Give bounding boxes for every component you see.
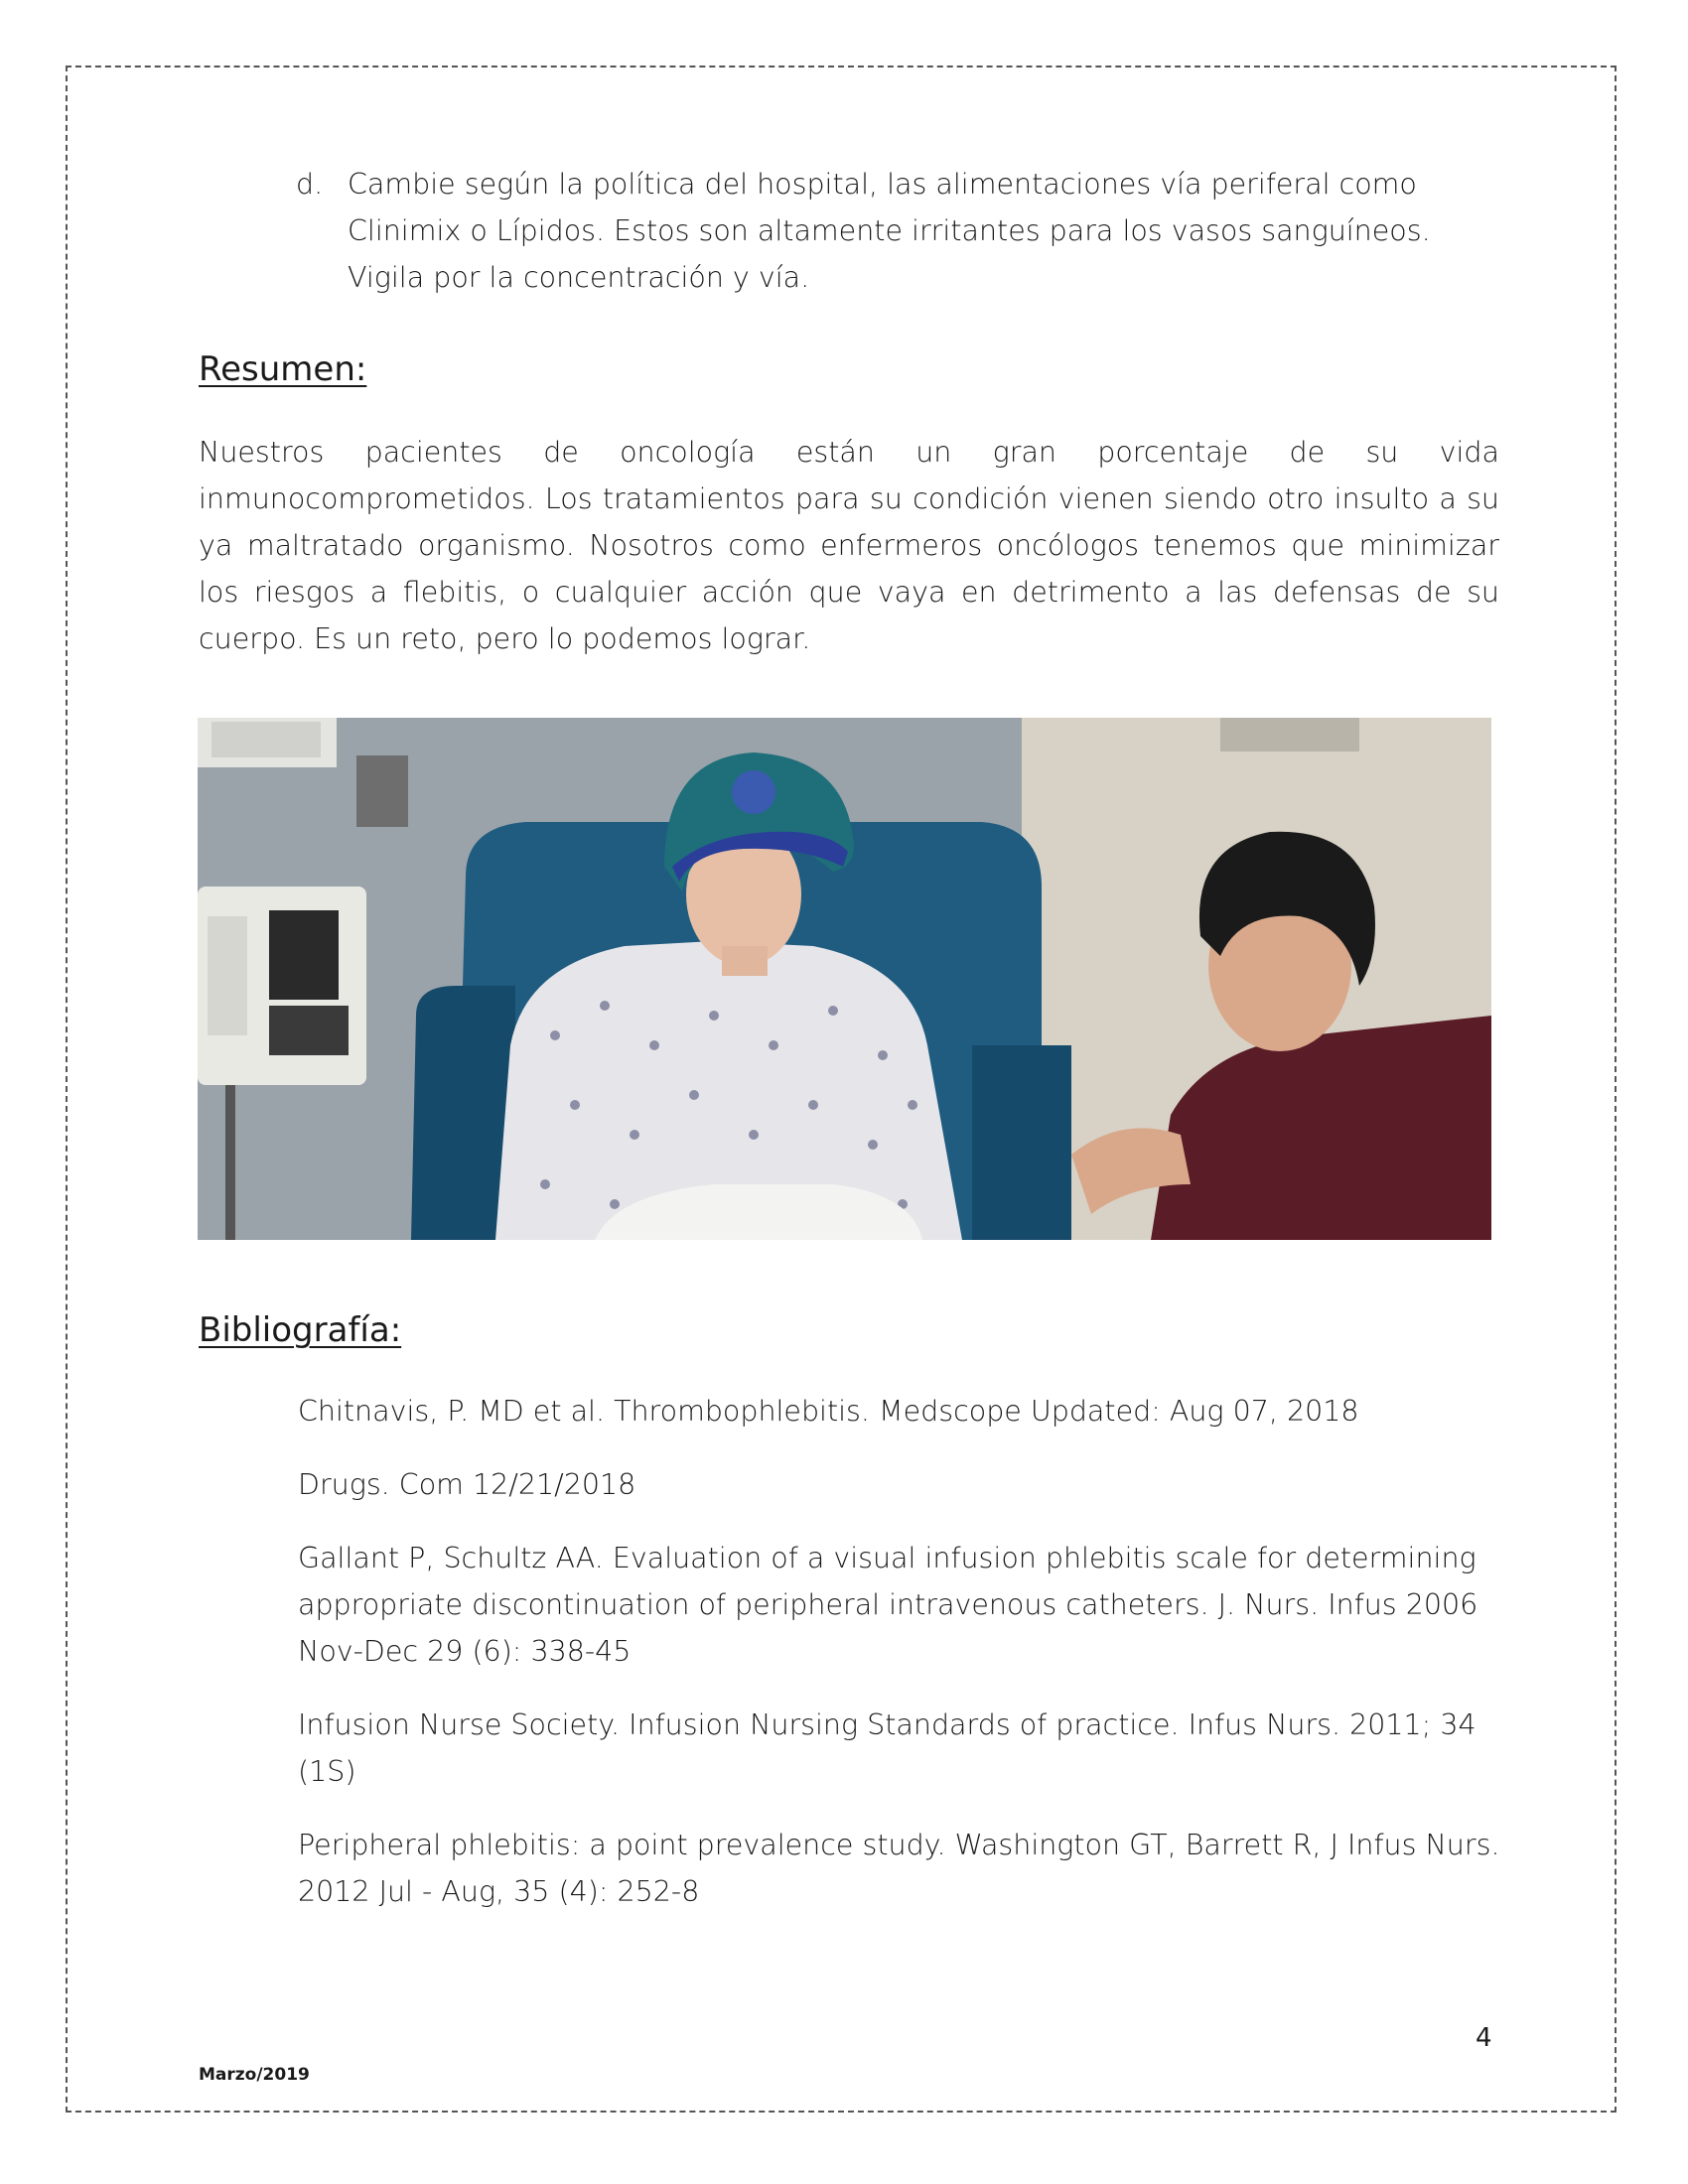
reference-item: Gallant P, Schultz AA. Evaluation of a visual infusion phlebitis scale for determining appropriate discontinuation of peripheral intravenous catheters. J. Nurs. Infus 2006 Nov-Dec 29 (6): 338-45	[298, 1542, 1478, 1668]
reference-item: Peripheral phlebitis: a point prevalence study. Washington GT, Barrett R, J Infus Nurs. 2012 Jul - Aug, 35 (4): 252-8	[298, 1829, 1500, 1908]
reference-list	[298, 1388, 1501, 1942]
page-number: 4	[1476, 2023, 1492, 2053]
bibliography-heading: Bibliografía:	[199, 1310, 402, 1350]
footer-date: Marzo/2019	[199, 2065, 310, 2085]
list-item-text: Cambie según la política del hospital, las alimentaciones vía periferal como Clinimix o Lípidos. Estos son altamente irritantes para los vasos sanguíneos. Vigila por la concentración y vía.	[348, 168, 1431, 294]
reference-item: Infusion Nurse Society. Infusion Nursing Standards of practice. Infus Nurs. 2011; 34 (1S)	[298, 1708, 1477, 1788]
summary-paragraph: Nuestros pacientes de oncología están un gran porcentaje de su vida inmunocomprometidos. Los tratamientos para su condición vienen siendo otro insulto a su ya maltratado organismo. Nosotros como enfermeros oncólogos tenemos que minimizar los riesgos a flebitis, o cualquier acción que vaya en detrimento a las defensas de su cuerpo. Es un reto, pero lo podemos lograr.	[199, 436, 1499, 655]
patient-photo	[198, 718, 1491, 1240]
reference-item: Drugs. Com 12/21/2018	[298, 1468, 636, 1501]
list-marker: d.	[296, 168, 324, 201]
reference-item: Chitnavis, P. MD et al. Thrombophlebitis. Medscope Updated: Aug 07, 2018	[298, 1395, 1359, 1428]
summary-heading: Resumen:	[199, 349, 367, 389]
